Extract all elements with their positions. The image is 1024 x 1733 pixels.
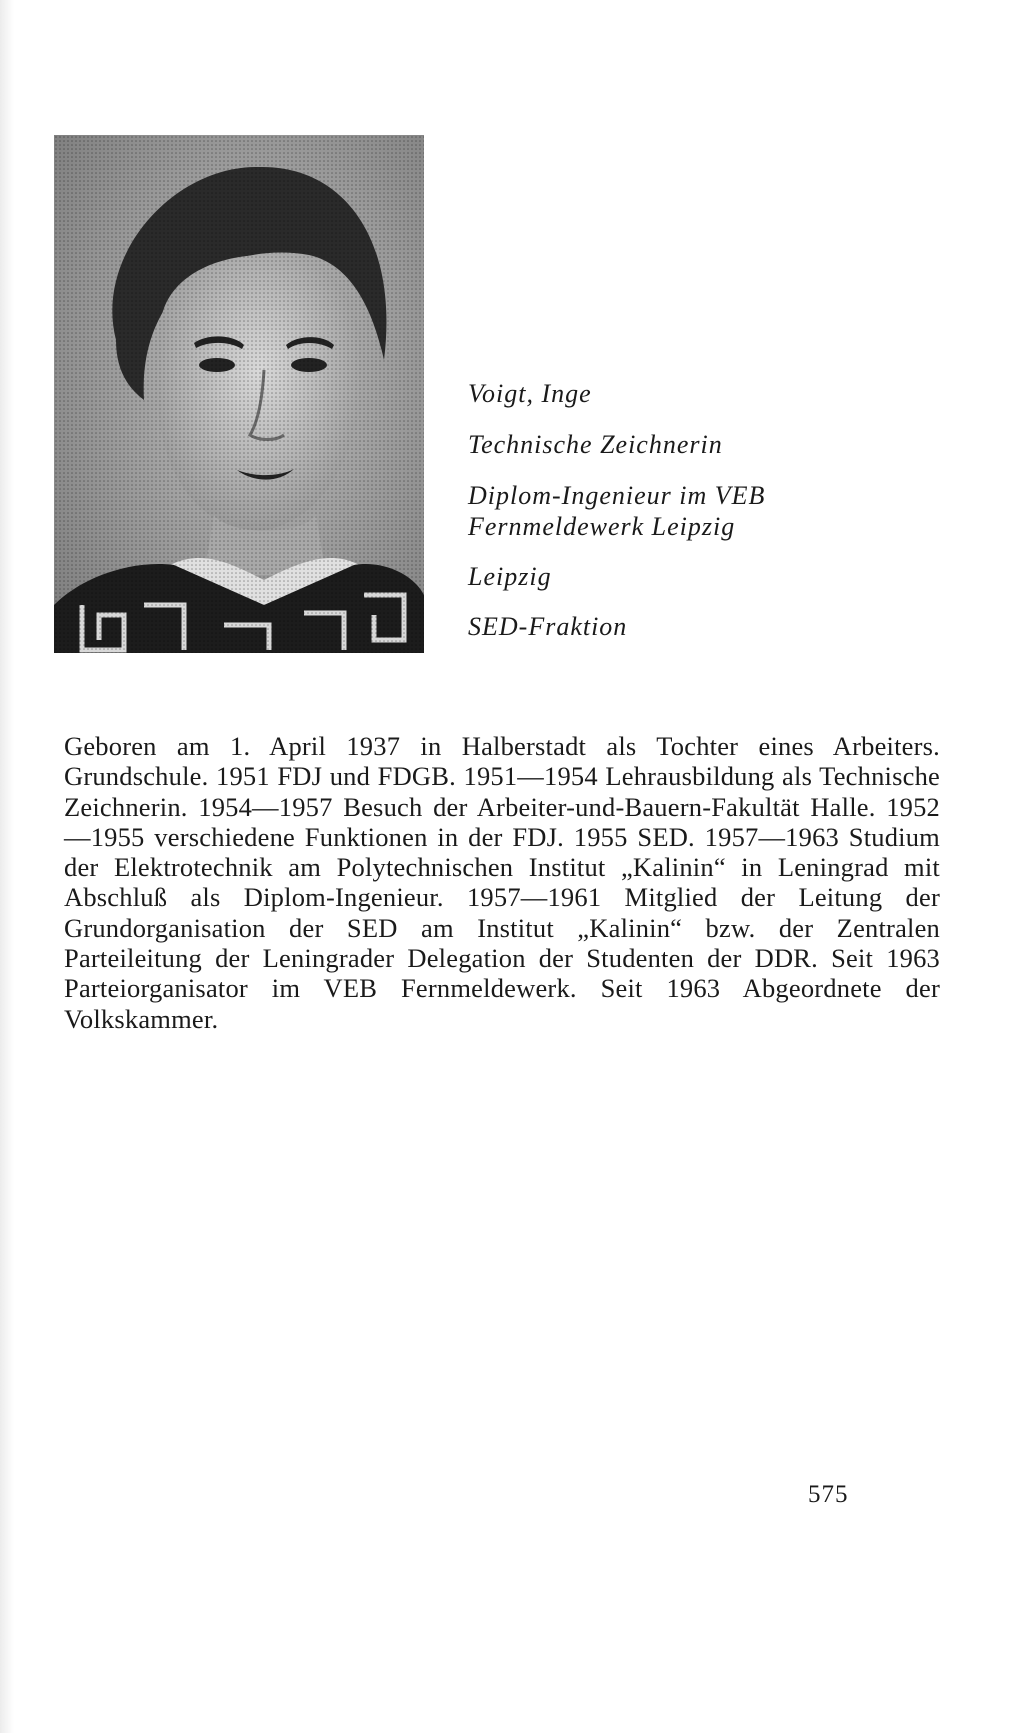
scan-edge-shadow	[0, 0, 14, 1733]
entry-faction: SED-Fraktion	[468, 612, 628, 641]
portrait-photo	[54, 135, 424, 653]
entry-place: Leipzig	[468, 562, 552, 591]
entry-header	[468, 378, 968, 642]
entry-occupation: Technische Zeichnerin	[468, 430, 723, 459]
page-number: 575	[808, 1481, 849, 1508]
entry-position-line2: Fernmeldewerk Leipzig	[468, 512, 736, 541]
biography-paragraph: Geboren am 1. April 1937 in Halberstadt als Tochter eines Arbeiters. Grundschule. 1951 FDJ und FDGB. 1951—1954 Lehrausbildung als Technische Zeichnerin. 1954—1957 Besuch der Arbeiter-und-Bauern-Fakultät Halle. 1952—1955 verschiedene Funktionen in der FDJ. 1955 SED. 1957—1963 Studium der Elektrotechnik am Polytechnischen Institut „Kalinin“ in Leningrad mit Abschluß als Diplom-Ingenieur. 1957—1961 Mitglied der Leitung der Grundorganisation der SED am Institut „Kalinin“ bzw. der Zentralen Parteileitung der Leningrader Delegation der Studenten der DDR. Seit 1963 Parteiorganisator im VEB Fernmeldewerk. Seit 1963 Abgeordnete der Volkskammer.	[64, 731, 940, 1034]
entry-name: Voigt, Inge	[468, 379, 592, 408]
entry-position-line1: Diplom-Ingenieur im VEB	[468, 481, 766, 510]
